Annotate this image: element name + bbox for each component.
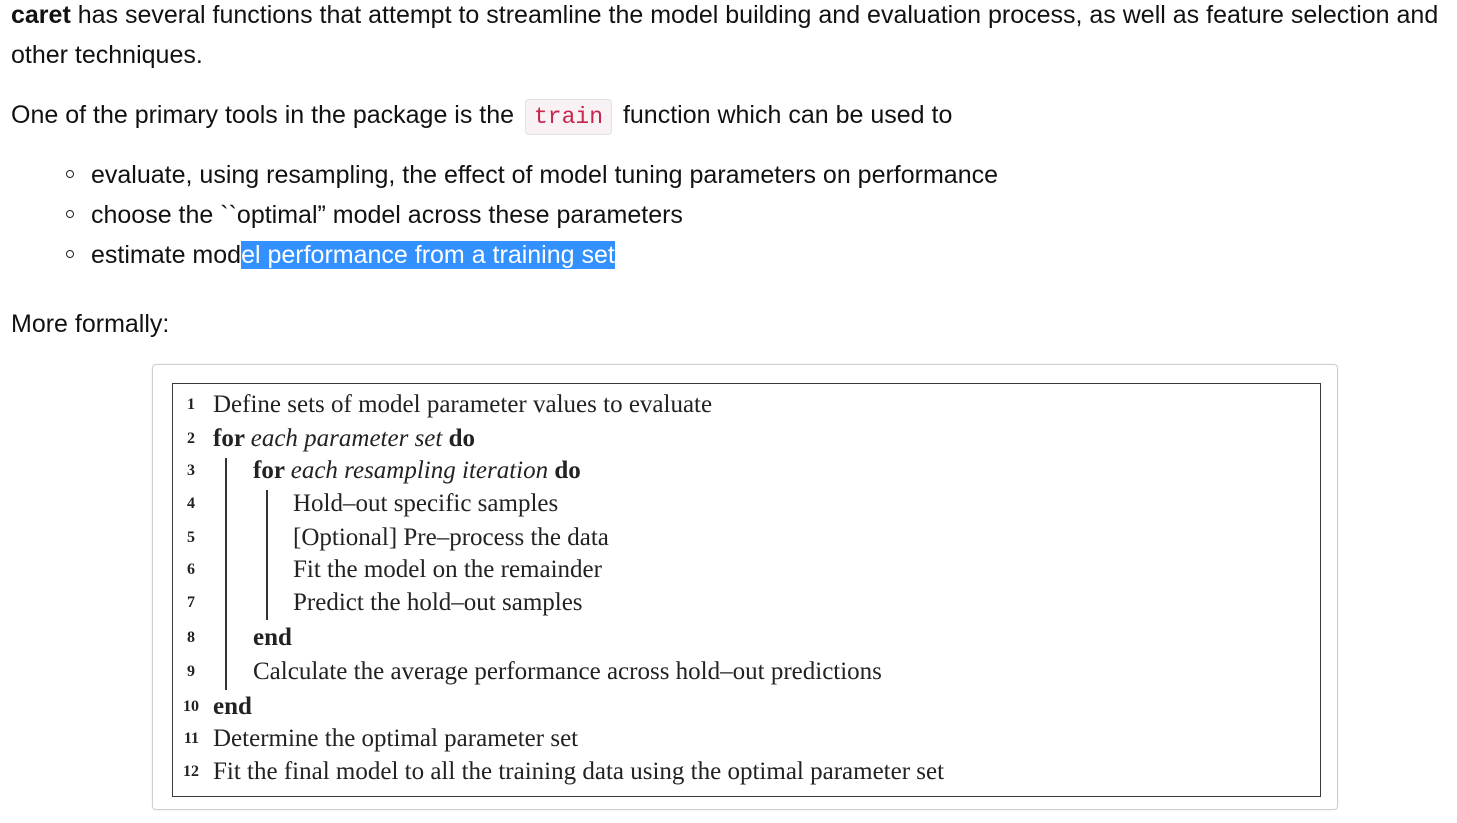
intro-text: has several functions that attempt to streamline the model building and evaluation process, as well as feature selection and other techniques.: [11, 1, 1439, 69]
algo-text: Fit the model on the remainder: [293, 556, 602, 583]
keyword-do: do: [548, 457, 581, 484]
train-paragraph: [11, 95, 952, 137]
algorithm-box: [172, 383, 1321, 797]
keyword-end: end: [253, 624, 292, 651]
list-item-text: choose the ``optimal” model across these parameters: [91, 201, 683, 229]
algo-text: Predict the hold–out samples: [293, 589, 583, 616]
train-text-before: One of the primary tools in the package is the: [11, 101, 521, 129]
line-number: 12: [183, 763, 199, 780]
algo-italic: each parameter set: [250, 425, 443, 452]
keyword-do: do: [442, 425, 476, 452]
line-number: 1: [187, 396, 195, 413]
line-number: 3: [187, 462, 195, 479]
list-item-text: evaluate, using resampling, the effect of model tuning parameters on performance: [91, 161, 999, 189]
line-number: 6: [187, 561, 195, 578]
algo-text: Hold–out specific samples: [293, 490, 559, 517]
line-number: 7: [187, 594, 195, 611]
algo-text: [Optional] Pre–process the data: [293, 524, 609, 551]
list-item-text: estimate mod: [91, 241, 242, 269]
caret-name: caret: [11, 1, 71, 29]
algo-text: Calculate the average performance across hold–out predictions: [253, 658, 882, 685]
selected-text[interactable]: el performance from a training set: [241, 241, 615, 269]
bullet-icon: [66, 210, 74, 218]
list-item: [0, 195, 998, 235]
algo-text: Fit the final model to all the training data using the optimal parameter set: [213, 758, 945, 785]
algo-text: Define sets of model parameter values to evaluate: [213, 391, 713, 418]
line-number: 11: [183, 730, 199, 747]
line-number: 8: [187, 629, 195, 646]
intro-paragraph: [11, 0, 1451, 75]
inner-loop-bar: [266, 490, 268, 620]
algo-text: Determine the optimal parameter set: [213, 725, 579, 752]
line-number: 4: [187, 495, 195, 512]
line-number: 2: [187, 430, 195, 447]
train-code: train: [525, 99, 612, 135]
bullet-icon: [66, 170, 74, 178]
keyword-for: for: [213, 425, 251, 452]
line-number: 5: [187, 529, 195, 546]
keyword-end: end: [213, 693, 252, 720]
outer-loop-bar: [225, 458, 227, 690]
train-text-after: function which can be used to: [616, 101, 953, 129]
train-uses-list: [0, 155, 998, 275]
algo-italic: each resampling iteration: [290, 457, 549, 484]
list-item: [0, 235, 998, 275]
bullet-icon: [66, 250, 74, 258]
line-number: 10: [183, 698, 199, 715]
line-number: 9: [187, 663, 195, 680]
formally-paragraph: More formally:: [11, 310, 170, 338]
keyword-for: for: [253, 457, 291, 484]
list-item: [0, 155, 998, 195]
